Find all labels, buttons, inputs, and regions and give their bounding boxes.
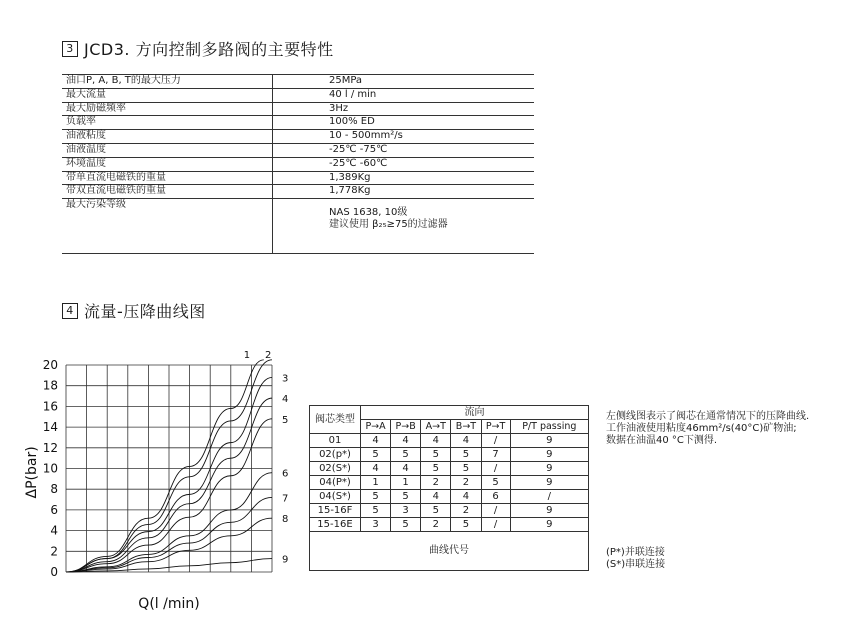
connection-legend xyxy=(606,547,665,571)
curve-label-7: 7 xyxy=(282,493,289,505)
curve-label-2: 2 xyxy=(265,350,272,361)
note-line-1: 左侧线图表示了阀芯在通常情况下的压降曲线. xyxy=(606,411,810,422)
spool-row xyxy=(310,518,589,532)
curve-code-cell: 2 xyxy=(421,476,451,490)
curve-label-4: 4 xyxy=(282,394,289,406)
curve-code-cell: 5 xyxy=(421,462,451,476)
spool-type-cell: 15-16F xyxy=(310,504,361,518)
spec-label: 环境温度 xyxy=(62,157,273,171)
spec-value: 10 - 500mm²/s xyxy=(273,130,535,144)
y-tick-label: 20 xyxy=(42,358,58,372)
curve-code-cell: 5 xyxy=(391,490,421,504)
pollution-row xyxy=(62,199,534,254)
curve-code-cell: 4 xyxy=(361,434,391,448)
pollution-label: 最大污染等级 xyxy=(62,199,273,254)
spec-value: 3Hz xyxy=(273,102,535,116)
y-axis-label: ΔP(bar) xyxy=(24,446,40,499)
spec-value: -25℃ -75℃ xyxy=(273,143,535,157)
curve-code-cell: 1 xyxy=(361,476,391,490)
curve-code-cell: 2 xyxy=(451,504,481,518)
parallel-connection-note: (P*)并联连接 xyxy=(606,547,665,558)
curve-label-9: 9 xyxy=(282,554,289,566)
curve-code-cell: 9 xyxy=(510,476,588,490)
curve-code-cell: 3 xyxy=(361,518,391,532)
curve-code-cell: 7 xyxy=(481,448,510,462)
spool-row xyxy=(310,490,589,504)
spool-type-cell: 04(P*) xyxy=(310,476,361,490)
spec-value: 100% ED xyxy=(273,116,535,130)
curve-code-cell: 4 xyxy=(421,434,451,448)
curve-code-cell: 4 xyxy=(451,490,481,504)
spool-type-cell: 02(S*) xyxy=(310,462,361,476)
curve-code-cell: 5 xyxy=(451,448,481,462)
spec-value: 1,778Kg xyxy=(273,185,535,199)
spec-row xyxy=(62,75,534,89)
curve-code-cell: 9 xyxy=(510,448,588,462)
chart-note xyxy=(606,411,809,447)
curve-code-cell: 5 xyxy=(361,448,391,462)
curve-label-5: 5 xyxy=(282,414,289,426)
y-tick-label: 14 xyxy=(42,420,58,435)
pollution-line-1: NAS 1638, 10级 xyxy=(329,207,408,219)
spec-row xyxy=(62,102,534,116)
x-axis-label: Q(l /min) xyxy=(138,596,200,612)
y-tick-label: 12 xyxy=(42,440,58,455)
curve-code-cell: 5 xyxy=(451,518,481,532)
section-title-text: 流量-压降曲线图 xyxy=(84,302,206,321)
flow-direction-col-header: P→T xyxy=(481,420,510,434)
spool-row xyxy=(310,476,589,490)
curve-code-cell: / xyxy=(510,490,588,504)
y-tick-label: 2 xyxy=(50,544,58,559)
note-line-3: 数据在油温40 °C下测得. xyxy=(606,435,718,446)
curve-label-6: 6 xyxy=(282,468,289,480)
spec-label: 油液温度 xyxy=(62,143,273,157)
curve-code-cell: / xyxy=(481,462,510,476)
section-number-box: 3 xyxy=(62,41,78,57)
spec-row xyxy=(62,88,534,102)
spec-value: 25MPa xyxy=(273,75,535,89)
section-number-box: 4 xyxy=(62,303,78,319)
curve-table-header-row xyxy=(310,406,589,420)
curve-code-cell: 5 xyxy=(391,448,421,462)
curve-code-cell: 5 xyxy=(361,490,391,504)
curve-code-cell: 9 xyxy=(510,504,588,518)
curve-code-cell: 5 xyxy=(481,476,510,490)
spec-label: 带单直流电磁铁的重量 xyxy=(62,171,273,185)
curve-code-cell: / xyxy=(481,518,510,532)
flow-direction-header: 流向 xyxy=(361,406,589,420)
curve-code-cell: 2 xyxy=(451,476,481,490)
flow-direction-col-header: A→T xyxy=(421,420,451,434)
spec-row xyxy=(62,185,534,199)
spool-type-header: 阀芯类型 xyxy=(310,406,361,434)
spool-row xyxy=(310,504,589,518)
flow-direction-col-header: P→B xyxy=(391,420,421,434)
curve-code-cell: 9 xyxy=(510,434,588,448)
pollution-value xyxy=(273,199,535,254)
y-tick-label: 10 xyxy=(42,461,58,476)
curve-label-8: 8 xyxy=(282,514,289,526)
y-tick-label: 0 xyxy=(50,565,58,579)
curve-code-cell: 3 xyxy=(391,504,421,518)
y-tick-label: 16 xyxy=(42,399,58,414)
spec-label: 最大流量 xyxy=(62,88,273,102)
y-tick-label: 6 xyxy=(50,502,58,517)
spec-value: -25℃ -60℃ xyxy=(273,157,535,171)
spec-value: 40 l / min xyxy=(273,88,535,102)
spool-type-cell: 01 xyxy=(310,434,361,448)
curve-code-cell: 5 xyxy=(361,504,391,518)
spec-label: 带双直流电磁铁的重量 xyxy=(62,185,273,199)
curve-code-cell: 1 xyxy=(391,476,421,490)
section-title-text: JCD3. 方向控制多路阀的主要特性 xyxy=(84,40,334,59)
section-4-title xyxy=(62,299,206,322)
curve-code-cell: 4 xyxy=(391,462,421,476)
spec-row xyxy=(62,130,534,144)
spec-label: 负载率 xyxy=(62,116,273,130)
curve-code-cell: 4 xyxy=(451,434,481,448)
curve-code-cell: 9 xyxy=(510,462,588,476)
curve-code-cell: 4 xyxy=(391,434,421,448)
curve-code-cell: 9 xyxy=(510,518,588,532)
pollution-line-2: 建议使用 β₂₅≥75的过滤器 xyxy=(329,219,448,231)
curve-code-cell: 4 xyxy=(421,490,451,504)
curve-label-3: 3 xyxy=(282,373,289,385)
flow-direction-col-header: B→T xyxy=(451,420,481,434)
spec-row xyxy=(62,116,534,130)
spec-value: 1,389Kg xyxy=(273,171,535,185)
series-connection-note: (S*)串联连接 xyxy=(606,559,666,570)
spool-row xyxy=(310,448,589,462)
curve-table-footer-row xyxy=(310,532,589,571)
curve-code-cell: 5 xyxy=(421,448,451,462)
spool-type-cell: 04(S*) xyxy=(310,490,361,504)
spool-row xyxy=(310,434,589,448)
spool-type-cell: 02(p*) xyxy=(310,448,361,462)
curve-table xyxy=(309,405,589,571)
spec-row xyxy=(62,157,534,171)
spec-table xyxy=(62,74,534,254)
spec-label: 最大励磁频率 xyxy=(62,102,273,116)
curve-1 xyxy=(66,360,264,572)
curve-code-cell: 4 xyxy=(361,462,391,476)
spec-row xyxy=(62,171,534,185)
spec-label: 油口P, A, B, T的最大压力 xyxy=(62,75,273,89)
y-tick-label: 8 xyxy=(50,482,58,497)
curve-code-cell: 2 xyxy=(421,518,451,532)
curve-code-label: 曲线代号 xyxy=(310,532,589,571)
curve-code-cell: / xyxy=(481,434,510,448)
spec-label: 油液粘度 xyxy=(62,130,273,144)
spool-type-cell: 15-16E xyxy=(310,518,361,532)
flow-direction-col-header: P→A xyxy=(361,420,391,434)
note-line-2: 工作油液使用粘度46mm²/s(40°C)矿物油; xyxy=(606,423,797,434)
flow-pressure-chart xyxy=(0,340,305,624)
section-3-title xyxy=(62,37,334,60)
flow-direction-col-header: P/T passing xyxy=(510,420,588,434)
y-tick-label: 4 xyxy=(50,523,58,538)
curve-code-cell: 5 xyxy=(451,462,481,476)
curve-code-cell: 5 xyxy=(391,518,421,532)
curve-code-cell: 6 xyxy=(481,490,510,504)
curve-code-cell: / xyxy=(481,504,510,518)
y-tick-label: 18 xyxy=(42,378,58,393)
curve-label-1: 1 xyxy=(243,350,251,361)
curve-code-cell: 5 xyxy=(421,504,451,518)
spool-row xyxy=(310,462,589,476)
spec-row xyxy=(62,143,534,157)
